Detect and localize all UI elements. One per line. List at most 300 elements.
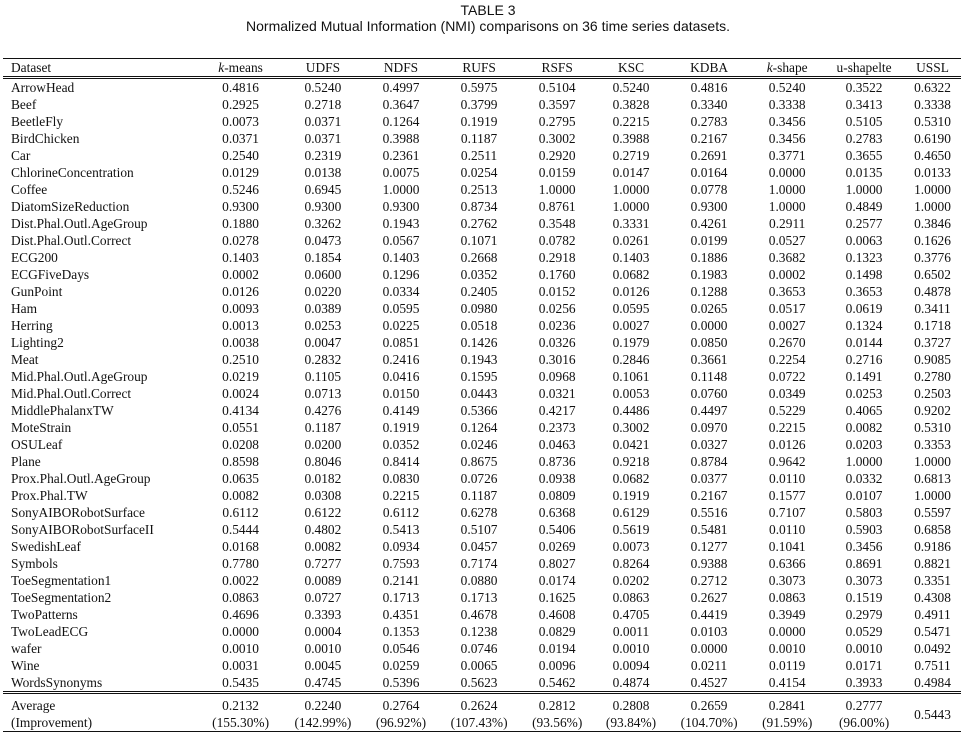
nmi-value: 0.0567 [382, 233, 420, 248]
nmi-value: 0.0138 [304, 165, 342, 180]
average-value: 0.2240 [304, 698, 342, 713]
nmi-value: 0.1713 [460, 590, 498, 605]
nmi-value: 0.0334 [382, 284, 420, 299]
nmi-value: 0.2215 [382, 488, 420, 503]
dataset-name: Dist.Phal.Outl.AgeGroup [11, 216, 148, 231]
col-udfs: UDFS [305, 60, 341, 75]
nmi-value: 0.9186 [914, 539, 951, 554]
nmi-value: 0.2668 [460, 250, 498, 265]
nmi-value: 0.0863 [768, 590, 806, 605]
table-row [3, 78, 961, 97]
table-row [3, 130, 961, 147]
nmi-value: 0.4705 [612, 607, 650, 622]
nmi-value: 0.2405 [460, 284, 498, 299]
nmi-value: 1.0000 [914, 199, 951, 214]
nmi-value: 0.0863 [222, 590, 259, 605]
nmi-value: 0.8821 [914, 556, 951, 571]
nmi-value: 0.2716 [845, 352, 883, 367]
nmi-value: 0.0463 [538, 437, 576, 452]
table-row [3, 334, 961, 351]
nmi-value: 0.0199 [690, 233, 728, 248]
table-row [3, 113, 961, 130]
table-row [3, 164, 961, 181]
dataset-name: Meat [11, 352, 39, 367]
nmi-value: 0.2846 [612, 352, 650, 367]
nmi-value: 0.0682 [612, 471, 650, 486]
table-row [3, 317, 961, 334]
nmi-value: 0.0194 [538, 641, 576, 656]
nmi-value: 0.0253 [304, 318, 342, 333]
average-row [3, 693, 961, 715]
nmi-value: 0.3653 [768, 284, 806, 299]
dataset-name: MiddlePhalanxTW [11, 403, 114, 418]
nmi-value: 0.6122 [304, 505, 342, 520]
nmi-value: 0.0880 [460, 573, 498, 588]
dataset-name: Mid.Phal.Outl.AgeGroup [11, 369, 148, 384]
nmi-value: 0.0000 [690, 318, 728, 333]
nmi-value: 0.5975 [460, 80, 498, 95]
nmi-value: 0.2513 [460, 182, 498, 197]
nmi-value: 0.2361 [382, 148, 420, 163]
nmi-value: 0.3262 [304, 216, 342, 231]
nmi-value: 0.1071 [460, 233, 498, 248]
table-row [3, 147, 961, 164]
nmi-value: 0.1264 [460, 420, 498, 435]
table-row [3, 521, 961, 538]
nmi-value: 0.0010 [612, 641, 650, 656]
nmi-value: 0.0278 [222, 233, 259, 248]
nmi-value: 0.3988 [612, 131, 650, 146]
nmi-value: 0.4154 [768, 675, 806, 690]
nmi-value: 0.0171 [845, 658, 883, 673]
dataset-name: Prox.Phal.TW [11, 488, 88, 503]
average-section [3, 693, 961, 732]
nmi-value: 0.7511 [914, 658, 951, 673]
nmi-value: 0.5803 [845, 505, 883, 520]
dataset-name: WordsSynonyms [11, 675, 103, 690]
nmi-value: 0.2167 [690, 488, 728, 503]
nmi-value: 0.6112 [222, 505, 259, 520]
nmi-value: 0.1187 [460, 131, 498, 146]
nmi-value: 0.3522 [845, 80, 883, 95]
improvement-value: (142.99%) [294, 715, 352, 730]
nmi-value: 0.1943 [460, 352, 498, 367]
nmi-value: 0.0219 [222, 369, 259, 384]
nmi-value: 0.2670 [768, 335, 806, 350]
nmi-value: 0.1919 [460, 114, 498, 129]
nmi-value: 0.1854 [304, 250, 342, 265]
dataset-name: wafer [11, 641, 42, 656]
nmi-value: 0.0635 [222, 471, 259, 486]
nmi-value: 0.0246 [460, 437, 498, 452]
nmi-value: 0.0093 [222, 301, 259, 316]
nmi-value: 0.2167 [690, 131, 728, 146]
improvement-value: (107.43%) [450, 715, 508, 730]
dataset-name: ChlorineConcentration [11, 165, 134, 180]
nmi-value: 0.3776 [914, 250, 951, 265]
table-row [3, 266, 961, 283]
nmi-value: 0.3002 [538, 131, 576, 146]
nmi-value: 0.0253 [845, 386, 883, 401]
nmi-value: 0.0934 [382, 539, 420, 554]
nmi-value: 0.1498 [845, 267, 883, 282]
table-row [3, 589, 961, 606]
nmi-value: 0.6366 [768, 556, 806, 571]
nmi-value: 0.0830 [382, 471, 420, 486]
col-kdba: KDBA [690, 60, 729, 75]
table-row [3, 249, 961, 266]
nmi-value: 0.0082 [222, 488, 259, 503]
nmi-value: 0.5105 [845, 114, 883, 129]
nmi-value: 0.3661 [690, 352, 728, 367]
col-ndfs: NDFS [383, 60, 419, 75]
nmi-value: 0.6278 [460, 505, 498, 520]
nmi-value: 0.4816 [690, 80, 728, 95]
nmi-value: 0.2503 [914, 386, 951, 401]
improvement-value: (93.84%) [605, 715, 657, 730]
nmi-value: 0.2254 [768, 352, 806, 367]
nmi-value: 0.4802 [304, 522, 342, 537]
nmi-value: 0.0371 [222, 131, 259, 146]
nmi-value: 0.0010 [304, 641, 342, 656]
nmi-value: 0.2510 [222, 352, 259, 367]
nmi-value: 0.0746 [460, 641, 498, 656]
dataset-name: Beef [11, 97, 37, 112]
nmi-value: 0.2215 [768, 420, 806, 435]
nmi-value: 0.3413 [845, 97, 883, 112]
improvement-value: (155.30%) [212, 715, 270, 730]
nmi-value: 0.8414 [382, 454, 420, 469]
nmi-value: 0.0147 [612, 165, 650, 180]
table-row [3, 555, 961, 572]
nmi-value: 0.9388 [690, 556, 728, 571]
nmi-value: 0.0073 [612, 539, 650, 554]
nmi-value: 0.1886 [690, 250, 728, 265]
table-row [3, 538, 961, 555]
nmi-value: 0.1105 [304, 369, 342, 384]
nmi-value: 0.8761 [538, 199, 576, 214]
nmi-value: 0.9300 [382, 199, 420, 214]
average-value: 0.2808 [612, 698, 650, 713]
nmi-value: 1.0000 [914, 454, 951, 469]
nmi-value: 0.5619 [612, 522, 650, 537]
nmi-value: 0.4276 [304, 403, 342, 418]
nmi-value: 0.3597 [538, 97, 576, 112]
nmi-value: 0.1323 [845, 250, 883, 265]
nmi-value: 0.0377 [690, 471, 728, 486]
improvement-row [3, 714, 961, 732]
table-row [3, 402, 961, 419]
nmi-value: 0.8027 [538, 556, 576, 571]
nmi-value: 0.1403 [382, 250, 420, 265]
nmi-value: 0.0038 [222, 335, 259, 350]
nmi-value: 0.0600 [304, 267, 342, 282]
nmi-value: 1.0000 [914, 488, 951, 503]
average-value: 0.2764 [382, 698, 420, 713]
nmi-value: 0.8691 [845, 556, 883, 571]
nmi-value: 1.0000 [768, 199, 806, 214]
nmi-value: 0.0065 [460, 658, 498, 673]
nmi-value: 0.5366 [460, 403, 498, 418]
nmi-value: 0.1148 [690, 369, 728, 384]
average-label: Average [11, 698, 56, 713]
nmi-value: 0.0371 [304, 131, 342, 146]
nmi-value: 0.1718 [914, 318, 951, 333]
table-row [3, 436, 961, 453]
col-kshape: k-shape [766, 60, 808, 75]
nmi-value: 0.4486 [612, 403, 650, 418]
nmi-value: 0.3353 [914, 437, 951, 452]
nmi-value: 0.0782 [538, 233, 576, 248]
average-value: 0.2812 [538, 698, 576, 713]
nmi-value: 0.7593 [382, 556, 420, 571]
nmi-value: 0.2920 [538, 148, 576, 163]
nmi-value: 0.5903 [845, 522, 883, 537]
nmi-value: 0.9202 [914, 403, 951, 418]
nmi-value: 0.1519 [845, 590, 883, 605]
nmi-value: 0.8675 [460, 454, 498, 469]
nmi-value: 0.9300 [222, 199, 259, 214]
nmi-value: 0.8046 [304, 454, 342, 469]
dataset-name: SwedishLeaf [11, 539, 81, 554]
table-row [3, 368, 961, 385]
nmi-value: 0.0938 [538, 471, 576, 486]
nmi-value: 0.1403 [612, 250, 650, 265]
nmi-value: 0.4878 [914, 284, 951, 299]
nmi-value: 0.1983 [690, 267, 728, 282]
nmi-value: 0.0027 [768, 318, 806, 333]
nmi-value: 0.2511 [460, 148, 498, 163]
dataset-name: Herring [11, 318, 53, 333]
nmi-value: 0.0546 [382, 641, 420, 656]
nmi-value: 0.0089 [304, 573, 342, 588]
dataset-name: Mid.Phal.Outl.Correct [11, 386, 132, 401]
col-ussl: USSL [916, 60, 949, 75]
nmi-value: 0.7107 [768, 505, 806, 520]
nmi-value: 0.4134 [222, 403, 259, 418]
nmi-value: 0.4351 [382, 607, 420, 622]
nmi-value: 0.5310 [914, 420, 951, 435]
dataset-name: TwoLeadECG [11, 624, 89, 639]
nmi-value: 0.3338 [914, 97, 951, 112]
nmi-value: 0.0778 [690, 182, 728, 197]
nmi-value: 0.3016 [538, 352, 576, 367]
col-ksc: KSC [617, 60, 645, 75]
nmi-value: 0.0863 [612, 590, 650, 605]
nmi-value: 0.5462 [538, 675, 576, 690]
nmi-value: 0.3411 [914, 301, 951, 316]
nmi-value: 0.4149 [382, 403, 420, 418]
nmi-value: 0.0000 [768, 165, 806, 180]
dataset-name: Ham [11, 301, 38, 316]
table-row [3, 572, 961, 589]
nmi-value: 0.1577 [768, 488, 806, 503]
nmi-value: 0.5471 [914, 624, 951, 639]
nmi-value: 0.0152 [538, 284, 576, 299]
table-row [3, 232, 961, 249]
nmi-value: 0.7174 [460, 556, 498, 571]
nmi-value: 0.0225 [382, 318, 420, 333]
nmi-value: 0.9300 [690, 199, 728, 214]
nmi-value: 0.4308 [914, 590, 951, 605]
nmi-value: 0.0256 [538, 301, 576, 316]
nmi-value: 0.0144 [845, 335, 883, 350]
nmi-value: 0.0726 [460, 471, 498, 486]
average-value: 0.2659 [690, 698, 728, 713]
nmi-value: 0.3548 [538, 216, 576, 231]
nmi-value: 1.0000 [768, 182, 806, 197]
nmi-value: 0.2979 [845, 607, 883, 622]
dataset-name: BirdChicken [11, 131, 80, 146]
nmi-value: 0.0492 [914, 641, 951, 656]
nmi-value: 0.1595 [460, 369, 498, 384]
nmi-value: 0.3653 [845, 284, 883, 299]
table-row [3, 283, 961, 300]
nmi-value: 0.3727 [914, 335, 951, 350]
nmi-value: 0.5240 [612, 80, 650, 95]
nmi-value: 0.2719 [612, 148, 650, 163]
nmi-value: 0.0722 [768, 369, 806, 384]
improvement-value: (93.56%) [532, 715, 583, 730]
nmi-value: 0.0110 [769, 522, 806, 537]
nmi-value: 0.0082 [304, 539, 342, 554]
dataset-name: SonyAIBORobotSurfaceII [11, 522, 154, 537]
nmi-value: 0.3799 [460, 97, 498, 112]
nmi-value: 0.4678 [460, 607, 498, 622]
nmi-value: 0.1426 [460, 335, 498, 350]
table-body [3, 78, 961, 693]
nmi-value: 0.5246 [222, 182, 259, 197]
nmi-value: 0.4497 [690, 403, 728, 418]
nmi-value: 0.5104 [538, 80, 576, 95]
table-row [3, 640, 961, 657]
nmi-value: 0.3828 [612, 97, 650, 112]
nmi-value: 0.3331 [612, 216, 650, 231]
nmi-value: 0.3846 [914, 216, 951, 231]
nmi-value: 0.4261 [690, 216, 728, 231]
nmi-value: 0.3988 [382, 131, 420, 146]
nmi-value: 0.0443 [460, 386, 498, 401]
nmi-value: 0.1760 [538, 267, 576, 282]
improvement-value: (104.70%) [680, 715, 738, 730]
nmi-value: 0.0182 [304, 471, 342, 486]
nmi-value: 0.0829 [538, 624, 576, 639]
nmi-value: 0.0126 [768, 437, 806, 452]
nmi-value: 0.2795 [538, 114, 576, 129]
nmi-value: 0.1296 [382, 267, 420, 282]
table-row [3, 623, 961, 640]
dataset-name: Coffee [11, 182, 48, 197]
nmi-value: 0.1324 [845, 318, 883, 333]
nmi-value: 0.0103 [690, 624, 728, 639]
nmi-value: 0.0259 [382, 658, 420, 673]
nmi-value: 0.3340 [690, 97, 728, 112]
nmi-value: 1.0000 [612, 182, 650, 197]
nmi-value: 0.3393 [304, 607, 342, 622]
nmi-value: 0.8264 [612, 556, 650, 571]
nmi-value: 0.3338 [768, 97, 806, 112]
nmi-value: 0.0002 [222, 267, 259, 282]
nmi-value: 0.5107 [460, 522, 498, 537]
nmi-value: 0.0352 [382, 437, 420, 452]
dataset-name: ToeSegmentation1 [11, 573, 112, 588]
dataset-name: Car [11, 148, 31, 163]
nmi-value: 0.0200 [304, 437, 342, 452]
nmi-value: 0.0013 [222, 318, 259, 333]
nmi-value: 0.4984 [914, 675, 951, 690]
nmi-value: 0.0208 [222, 437, 259, 452]
nmi-value: 0.0000 [768, 624, 806, 639]
nmi-value: 0.1626 [914, 233, 951, 248]
nmi-value: 0.6112 [382, 505, 420, 520]
col-rsfs: RSFS [541, 60, 573, 75]
nmi-value: 0.3682 [768, 250, 806, 265]
table-row [3, 606, 961, 623]
nmi-value: 0.4997 [382, 80, 420, 95]
nmi-value: 0.5229 [768, 403, 806, 418]
nmi-value: 0.0168 [222, 539, 259, 554]
nmi-value: 0.4911 [914, 607, 951, 622]
nmi-value: 0.0713 [304, 386, 342, 401]
dataset-name: Dist.Phal.Outl.Correct [11, 233, 132, 248]
nmi-value: 0.6190 [914, 131, 951, 146]
nmi-value: 0.0326 [538, 335, 576, 350]
nmi-value: 0.2783 [845, 131, 883, 146]
nmi-value: 1.0000 [382, 182, 420, 197]
nmi-value: 0.0004 [304, 624, 342, 639]
nmi-value: 0.6368 [538, 505, 576, 520]
table-row [3, 453, 961, 470]
nmi-value: 0.5435 [222, 675, 259, 690]
average-value: 0.2132 [222, 698, 259, 713]
nmi-value: 0.1288 [690, 284, 728, 299]
nmi-value: 0.1919 [382, 420, 420, 435]
table-row [3, 504, 961, 521]
nmi-value: 0.1277 [690, 539, 728, 554]
nmi-value: 0.8784 [690, 454, 728, 469]
nmi-value: 0.0416 [382, 369, 420, 384]
nmi-value: 0.2691 [690, 148, 728, 163]
nmi-value: 0.2540 [222, 148, 259, 163]
nmi-value: 0.8736 [538, 454, 576, 469]
nmi-value: 0.0352 [460, 267, 498, 282]
nmi-value: 1.0000 [538, 182, 576, 197]
nmi-value: 0.0135 [845, 165, 883, 180]
dataset-name: MoteStrain [11, 420, 72, 435]
dataset-name: Wine [11, 658, 40, 673]
average-value: 0.2841 [768, 698, 806, 713]
nmi-value: 0.9642 [768, 454, 806, 469]
dataset-name: GunPoint [11, 284, 63, 299]
nmi-value: 0.9085 [914, 352, 951, 367]
nmi-value: 0.0619 [845, 301, 883, 316]
nmi-value: 0.0119 [769, 658, 806, 673]
nmi-value: 0.0047 [304, 335, 342, 350]
nmi-value: 0.0518 [460, 318, 498, 333]
nmi-value: 0.6322 [914, 80, 951, 95]
dataset-name: SonyAIBORobotSurface [11, 505, 145, 520]
nmi-value: 0.1943 [382, 216, 420, 231]
nmi-value: 0.0174 [538, 573, 576, 588]
nmi-value: 0.4849 [845, 199, 883, 214]
nmi-value: 0.0202 [612, 573, 650, 588]
nmi-value: 0.1880 [222, 216, 259, 231]
table-row [3, 215, 961, 232]
nmi-value: 0.0150 [382, 386, 420, 401]
nmi-value: 0.2780 [914, 369, 951, 384]
nmi-value: 0.0220 [304, 284, 342, 299]
nmi-value: 0.0010 [768, 641, 806, 656]
